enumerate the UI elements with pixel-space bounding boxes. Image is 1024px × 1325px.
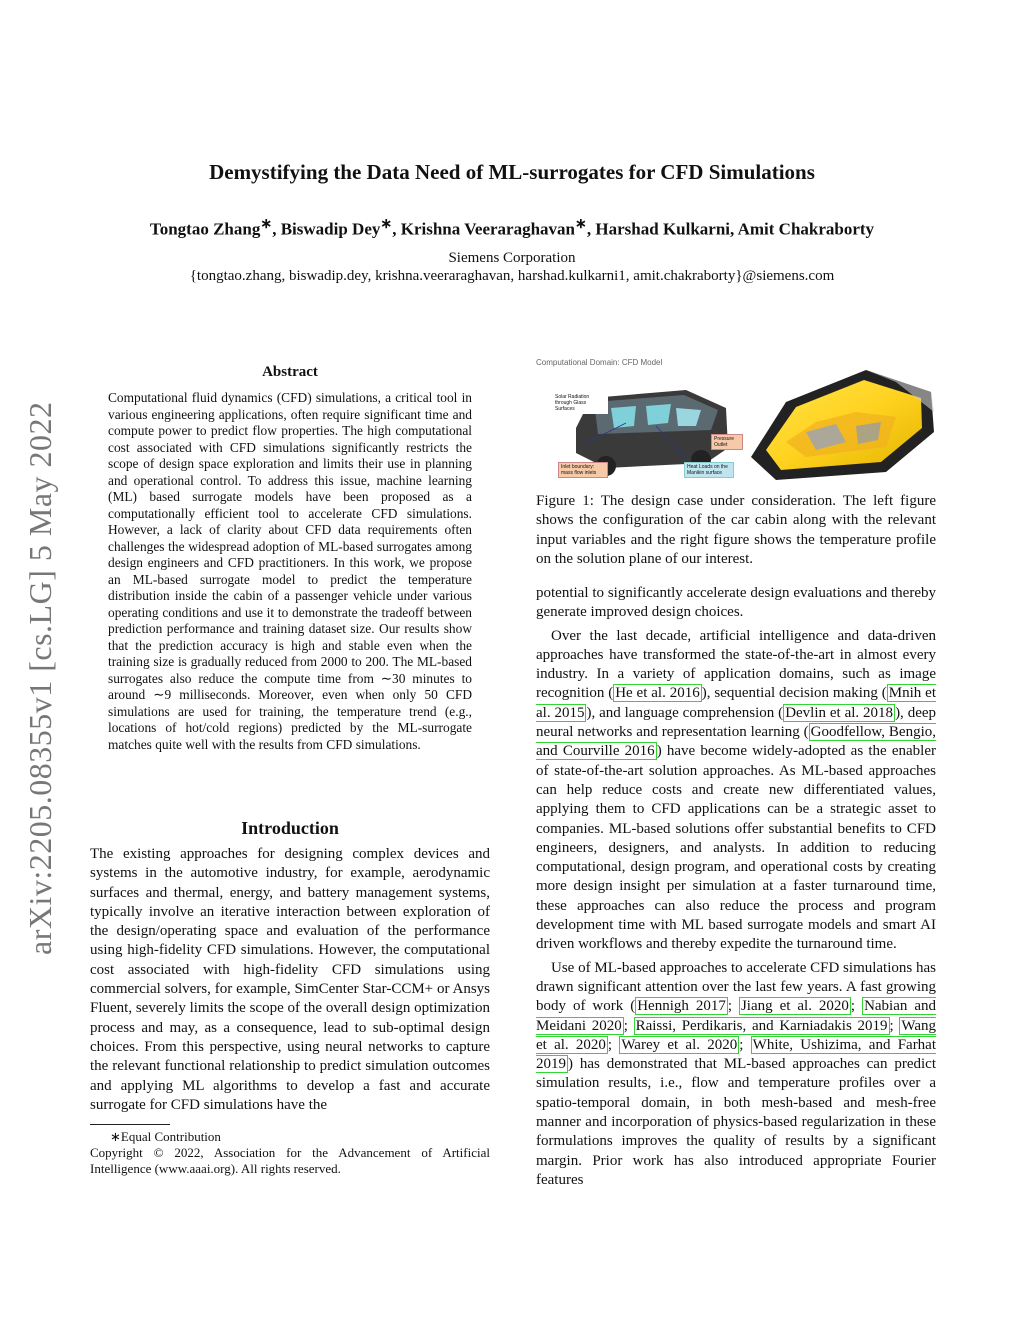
abstract-heading: Abstract: [262, 364, 318, 380]
figure-1-caption: Figure 1: The design case under consideration. The left figure shows the configuration of the car cabin along with the relevant input variables and the right figure shows the temperature profile on the solution plane of our interest.: [536, 493, 936, 567]
introduction-heading: Introduction: [241, 818, 339, 838]
equal-contribution-note: ∗Equal Contribution: [110, 1129, 221, 1144]
paper-title: Demystifying the Data Need of ML-surrogates for CFD Simulations: [209, 160, 815, 184]
citation-link[interactable]: Devlin et al. 2018: [785, 704, 894, 721]
inlet-boundary-label: Inlet boundary: mass flow inlets: [558, 462, 608, 478]
copyright-note: Copyright © 2022, Association for the Advancement of Artificial Intelligence (www.aaai.org). All rights reserved.: [90, 1145, 490, 1176]
author-3: Krishna Veeraraghavan: [400, 219, 576, 239]
author-1: Tongtao Zhang: [149, 219, 261, 239]
equal-contrib-mark: ∗: [380, 216, 393, 232]
paragraph-ai-approaches: Over the last decade, artificial intelligence and data-driven approaches have transformed the state-of-the-art in almost every industry. In a variety of application domains, such as image recognition ( He et al. 2016 ), sequential decision making ( Mnih et al. 2015 ), and language comprehension ( Devlin et al. 2018 ), deep neural networks and representation learning ( Goodfellow, Bengio, and Courville 2016 ) have become widely-adopted as the enabler of state-of-the-art solution approaches. As ML-based approaches can help reduce costs and create new differentiated values, applying them to CFD applications can be a strategic asset to companies. ML-based solutions offer substantial benefits to CFD engineers, designers, and analysts. In addition to reducing computational, design program, and operational costs by creating more design insight per simulation at a faster turnaround time, these approaches can also reduce the process and program development time with ML based surrogate models and smart AI driven workflows and thereby expedite the turnaround time.: [536, 627, 937, 953]
citation-link[interactable]: Mnih et al. 2015: [536, 685, 936, 721]
temperature-profile-render: [746, 362, 936, 482]
author-5: Amit Chakraborty: [737, 219, 875, 239]
figure-panel-title: Computational Domain: CFD Model: [536, 358, 663, 367]
solar-radiation-label: Solar Radiation through Glass Surfaces: [552, 392, 608, 414]
footnote: [90, 1129, 490, 1177]
heat-loads-label: Heat Loads on the Manikin surface: [684, 462, 734, 478]
introduction-text: The existing approaches for designing complex devices and systems in the automotive industry, for example, aerodynamic surfaces and thermal, energy, and battery management systems, typically involve an iterative interaction between exploration of the design/operating space and evaluation of the performance using high-fidelity CFD simulations. However, the computational cost associated with high-fidelity CFD simulations using commercial solvers, for example, SimCenter Star-CCM+ or Ansys Fluent, severely limits the scope of the overall design optimization process and may, as a consequence, lead to sub-optimal design choices. From this perspective, using neural networks to capture the relevant functional relationship to predict simulation outcomes and applying ML algorithms to develop a fast and accurate surrogate for CFD simulations have the: [90, 846, 490, 1113]
right-column-text: [536, 584, 936, 1190]
citation-link[interactable]: White, Ushizima, and Farhat 2019: [536, 1036, 937, 1073]
author-list: Tongtao Zhang∗, Biswadip Dey∗, Krishna Veeraraghavan∗, Harshad Kulkarni, Amit Chakraborty: [149, 216, 875, 239]
citation-link[interactable]: He et al. 2016: [615, 685, 700, 702]
equal-contrib-mark: ∗: [260, 216, 273, 232]
footnote-rule: [90, 1124, 170, 1125]
author-2: Biswadip Dey: [280, 219, 381, 239]
arxiv-stamp: arXiv:2205.08355v1 [cs.LG] 5 May 2022: [22, 401, 58, 955]
figure-1: [536, 358, 936, 486]
citation-link[interactable]: Jiang et al. 2020: [740, 998, 849, 1015]
citation-link[interactable]: Raissi, Perdikaris, and Karniadakis 2019: [635, 1017, 888, 1034]
paragraph-ml-cfd: Use of ML-based approaches to accelerate CFD simulations has drawn significant attention over the last few years. A fast growing body of work ( Hennigh 2017 ; Jiang et al. 2020 ; Nabian and Meidani 2020 ; Raissi, Perdikaris, and Karniadakis 2019 ; Wang et al. 2020 ; Warey et al. 2020 ; White, Ushizima, and Farhat 2019 ) has demonstrated that ML-based approaches can predict simulation results, i.e., flow and temperature profiles over a spatio-temporal domain, in both mesh-based and mesh-free manner and incorporation of physics-based regularization in these formulations improves the quality of results by a significant margin. Prior work has also introduced appropriate Fourier features: [536, 959, 937, 1188]
affiliation: Siemens Corporation: [448, 250, 576, 266]
author-4: Harshad Kulkarni: [595, 219, 731, 239]
citation-link[interactable]: Warey et al. 2020: [621, 1036, 738, 1053]
citation-link[interactable]: Goodfellow, Bengio, and Courville 2016: [536, 724, 936, 760]
abstract-text: Computational fluid dynamics (CFD) simulations, a critical tool in various engineering applications, often require significant time and compute power to predict flow properties. The high computational cost associated with CFD simulations significantly restricts the scope of design space exploration and limits their use in planning and operational control. To address this issue, machine learning (ML) based surrogate models have been proposed as a computationally efficient tool to accelerate CFD simulations. However, a lack of clarity about CFD data requirements often challenges the widespread adoption of ML-based surrogates among design engineers and CFD practitioners. In this work, we propose an ML-based surrogate model to predict the temperature distribution inside the cabin of a passenger vehicle under various operating conditions and use it to demonstrate the tradeoff between prediction performance and training dataset size. Our results show that the prediction accuracy is high and stable even when the training size is gradually reduced from 2000 to 200. The ML-based surrogates also reduce the compute time from ∼30 minutes to around ∼9 milliseconds. Moreover, even when only 50 CFD simulations are used for training, the temperature trend (e.g., locations of hot/cold regions) predicted by the ML-surrogate matches quite well with the results from CFD simulations.: [108, 390, 472, 752]
paragraph-continuation: potential to significantly accelerate design evaluations and thereby generate improved design choices.: [536, 585, 936, 621]
citation-link[interactable]: Hennigh 2017: [637, 998, 726, 1015]
citation-link[interactable]: Nabian and Meidani 2020: [536, 998, 936, 1034]
equal-contrib-mark: ∗: [575, 216, 587, 232]
author-emails: {tongtao.zhang, biswadip.dey, krishna.veeraraghavan, harshad.kulkarni1, amit.chakraborty}@siemens.com: [189, 268, 835, 284]
pressure-outlet-label: Pressure Outlet: [711, 434, 743, 450]
citation-link[interactable]: Wang et al. 2020: [536, 1017, 937, 1053]
